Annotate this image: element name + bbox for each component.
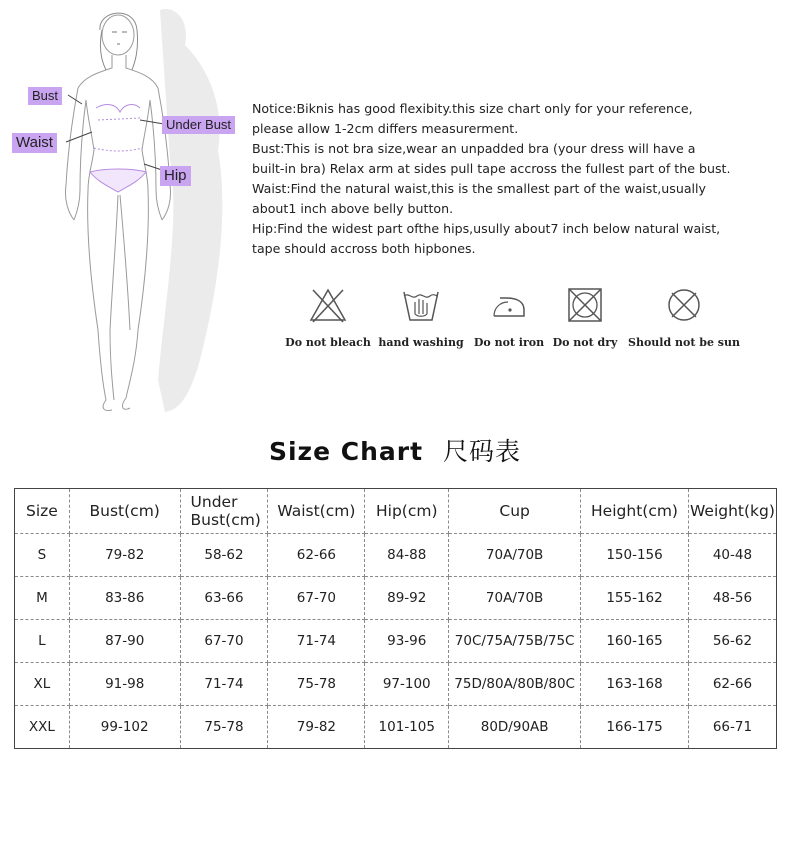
cell-under-bust: 71-74	[180, 663, 268, 706]
care-label: Do not dry	[552, 336, 618, 349]
cell-hip: 84-88	[365, 534, 449, 577]
notice-line: about1 inch above belly button.	[252, 201, 454, 216]
bust-label: Bust	[28, 87, 62, 105]
notice-line: built-in bra) Relax arm at sides pull tape accross the fullest part of the bust.	[252, 161, 731, 176]
header-cell: Weight(kg)	[688, 489, 776, 534]
cell-waist: 75-78	[268, 663, 365, 706]
cell-cup: 70A/70B	[449, 577, 581, 620]
cell-bust: 91-98	[69, 663, 180, 706]
model-figure	[40, 0, 270, 420]
notice-line: Notice:Biknis has good flexibity.this size chart only for your reference,	[252, 101, 693, 116]
cell-under-bust: 63-66	[180, 577, 268, 620]
header-cell: Under Bust(cm)	[180, 489, 268, 534]
care-item-bleach	[280, 286, 376, 349]
table-row	[15, 663, 777, 706]
header-cell: Hip(cm)	[365, 489, 449, 534]
care-item-iron	[470, 286, 548, 349]
cell-hip: 89-92	[365, 577, 449, 620]
cell-waist: 71-74	[268, 620, 365, 663]
care-instructions	[0, 286, 790, 356]
cell-weight: 40-48	[688, 534, 776, 577]
cell-under-bust: 67-70	[180, 620, 268, 663]
cell-height: 150-156	[581, 534, 689, 577]
hip-label: Hip	[160, 166, 191, 186]
care-label: hand washing	[378, 336, 464, 349]
cell-cup: 75D/80A/80B/80C	[449, 663, 581, 706]
hand-wash-icon	[400, 286, 442, 324]
cell-size: S	[15, 534, 70, 577]
table-row	[15, 706, 777, 749]
under-bust-label: Under Bust	[162, 116, 235, 134]
title-en: Size Chart	[268, 437, 424, 466]
header-cell: Cup	[449, 489, 581, 534]
table-header-row	[15, 489, 777, 534]
header-cell: Height(cm)	[581, 489, 689, 534]
header-cell: Bust(cm)	[69, 489, 180, 534]
cell-height: 160-165	[581, 620, 689, 663]
care-label: Should not be sun	[628, 336, 740, 349]
cell-waist: 79-82	[268, 706, 365, 749]
do-not-bleach-icon	[307, 286, 349, 324]
cell-under-bust: 58-62	[180, 534, 268, 577]
waist-label: Waist	[12, 133, 57, 153]
size-table	[14, 488, 777, 749]
care-item-sun	[624, 286, 744, 349]
cell-size: L	[15, 620, 70, 663]
cell-bust: 99-102	[69, 706, 180, 749]
cell-hip: 97-100	[365, 663, 449, 706]
care-item-dry	[548, 286, 622, 349]
cell-under-bust: 75-78	[180, 706, 268, 749]
care-label: Do not iron	[473, 336, 545, 349]
title-cn: 尺码表	[443, 437, 522, 466]
cell-height: 166-175	[581, 706, 689, 749]
cell-bust: 83-86	[69, 577, 180, 620]
cell-cup: 70C/75A/75B/75C	[449, 620, 581, 663]
cell-waist: 62-66	[268, 534, 365, 577]
cell-bust: 79-82	[69, 534, 180, 577]
table-row	[15, 577, 777, 620]
notice-line: Bust:This is not bra size,wear an unpadded bra (your dress will have a	[252, 141, 696, 156]
cell-weight: 48-56	[688, 577, 776, 620]
model-sketch-image	[40, 0, 270, 420]
table-row	[15, 620, 777, 663]
cell-size: XXL	[15, 706, 70, 749]
do-not-tumble-dry-icon	[564, 286, 606, 324]
cell-weight: 56-62	[688, 620, 776, 663]
cell-hip: 93-96	[365, 620, 449, 663]
do-not-dry-in-sun-icon	[663, 286, 705, 324]
notice-line: Waist:Find the natural waist,this is the smallest part of the waist,usually	[252, 181, 706, 196]
care-item-wash	[374, 286, 468, 349]
header-cell: Waist(cm)	[268, 489, 365, 534]
cell-cup: 80D/90AB	[449, 706, 581, 749]
cell-size: XL	[15, 663, 70, 706]
notice-line: please allow 1-2cm differs measurerment.	[252, 121, 519, 136]
cell-cup: 70A/70B	[449, 534, 581, 577]
cell-size: M	[15, 577, 70, 620]
notice-text	[252, 99, 788, 259]
cell-weight: 66-71	[688, 706, 776, 749]
cell-bust: 87-90	[69, 620, 180, 663]
notice-line: Hip:Find the widest part ofthe hips,usully about7 inch below natural waist,	[252, 221, 721, 236]
table-row	[15, 534, 777, 577]
cell-hip: 101-105	[365, 706, 449, 749]
notice-line: tape should accross both hipbones.	[252, 241, 476, 256]
cell-height: 163-168	[581, 663, 689, 706]
size-chart-title	[0, 432, 790, 468]
header-cell: Size	[15, 489, 70, 534]
cell-weight: 62-66	[688, 663, 776, 706]
care-label: Do not bleach	[285, 336, 371, 349]
cell-height: 155-162	[581, 577, 689, 620]
cell-waist: 67-70	[268, 577, 365, 620]
do-not-iron-icon	[488, 286, 530, 324]
